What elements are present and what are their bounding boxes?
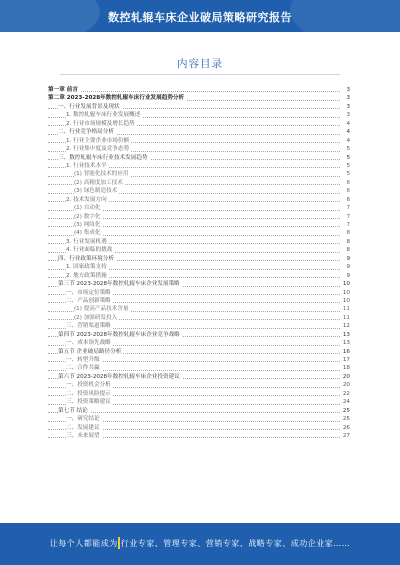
toc-page-number: 10 [342,297,350,304]
toc-page-number: 8 [346,230,350,237]
toc-entry[interactable] [48,322,350,330]
toc-entry[interactable] [48,424,350,432]
toc-page-number: 16 [342,348,350,355]
toc-entry-text: (4) 集成化 [74,230,101,237]
toc-entry[interactable] [48,204,350,212]
toc-entry-text: 三、未来展望 [66,432,100,439]
toc-entry-text: 第五节 企业破局路径分析 [58,348,122,355]
toc-entry-text: 3. 行业发展机遇 [66,238,107,245]
toc-entry-text: (1) 自动化 [74,205,101,212]
toc-entry[interactable] [48,407,350,415]
toc-entry-text: (1) 提高产品技术含量 [74,306,129,313]
toc-entry[interactable] [48,297,350,305]
toc-page-number: 20 [342,373,350,380]
toc-entry[interactable] [48,196,350,204]
toc-page-number: 22 [342,390,350,397]
toc-page-number: 27 [342,432,350,439]
toc-entry[interactable] [48,137,350,145]
toc-entry[interactable] [48,145,350,153]
toc-page-number: 3 [346,112,350,119]
toc-entry[interactable] [48,238,350,246]
toc-entry[interactable] [48,103,350,111]
toc-entry[interactable] [48,272,350,280]
toc-entry[interactable] [48,86,350,94]
toc-entry-text: 一、研究结论 [66,416,100,423]
toc-page-number: 25 [342,416,350,423]
toc-entry-text: 二、投资风险提示 [66,390,111,397]
toc-page-number: 8 [346,247,350,254]
toc-entry[interactable] [48,213,350,221]
toc-entry-text: (3) 网络化 [74,222,101,228]
toc-entry-text: 一、成本领先战略 [66,340,111,347]
toc-page-number: 13 [342,331,350,338]
toc-entry[interactable] [48,162,350,170]
toc-entry[interactable] [48,94,350,102]
toc-entry[interactable] [48,398,350,406]
toc-entry[interactable] [48,390,350,398]
toc-entry[interactable] [48,154,350,162]
toc-entry[interactable] [48,381,350,389]
toc-entry[interactable] [48,187,350,195]
toc-entry[interactable] [48,111,350,119]
toc-page-number: 26 [342,424,350,431]
toc-page-number: 3 [346,95,350,102]
toc-entry-text: (2) 加强研发投入 [74,314,118,321]
toc-entry[interactable] [48,120,350,128]
toc-entry-text: 1. 数控轧辊车床行业发展概述 [66,112,141,119]
toc-entry-text: 二、产品创新策略 [66,297,111,304]
toc-entry-text: 第六节 2023-2028年数控轧辊车床企业投资建议 [58,373,180,380]
toc-entry[interactable] [48,415,350,423]
toc-page-number: 3 [346,103,350,110]
toc-page-number: 6 [346,179,350,186]
toc-entry[interactable] [48,356,350,364]
toc-page-number: 10 [342,281,350,288]
toc-entry-text: 第三节 2023-2028年数控轧辊车床企业发展策略 [58,281,180,288]
toc-entry-text: 四、行业政策环境分析 [58,255,114,262]
toc-leader-dots [48,412,340,413]
toc-entry-text: 三、营销渠道策略 [66,323,111,330]
toc-entry[interactable] [48,373,350,381]
toc-entry-text: 一、投资机会分析 [66,382,111,389]
toc-entry[interactable] [48,339,350,347]
toc-entry-text: 1. 行业技术水平 [66,162,107,169]
toc-page-number: 7 [346,222,350,228]
toc-page-number: 7 [346,205,350,212]
toc-entry[interactable] [48,255,350,263]
toc-entry[interactable] [48,280,350,288]
toc-page-number: 17 [342,357,350,363]
toc-page-number: 4 [346,120,350,127]
toc-entry-text: 二、合作共赢 [66,365,100,372]
toc-page-number: 7 [346,213,350,220]
toc-entry[interactable] [48,314,350,322]
toc-divider [60,74,340,75]
toc-entry-text: 1. 行业主要企业市场份额 [66,137,130,144]
toc-entry[interactable] [48,263,350,271]
toc-entry-text: (3) 绿色制造技术 [74,188,118,195]
toc-page-number: 9 [346,264,350,271]
toc-entry-text: 4. 行业面临的挑战 [66,247,113,254]
toc-entry-text: 2. 行业集中度及竞争态势 [66,146,130,153]
toc-entry-text: 第四节 2023-2028年数控轧辊车床企业竞争战略 [58,331,180,338]
toc-page-number: 3 [346,87,350,93]
toc-page-number: 5 [346,146,350,153]
toc-entry-text: 二、发展建议 [66,424,100,431]
toc-entry-text: (2) 数字化 [74,213,101,220]
toc-entry-text: 三、数控轧辊车床行业技术发展趋势 [58,154,148,161]
toc-page-number: 25 [342,407,350,414]
toc-page-number: 5 [346,162,350,169]
toc-entry[interactable] [48,364,350,372]
toc-page-number: 8 [346,238,350,245]
toc-entry[interactable] [48,221,350,229]
toc-page-number: 9 [346,272,350,279]
toc-page-number: 9 [346,255,350,262]
toc-heading: 内容目录 [177,58,223,70]
toc-entry[interactable] [48,305,350,313]
toc-page-number: 18 [342,365,350,372]
toc-page-number: 20 [342,382,350,389]
toc-page-number: 10 [342,289,350,296]
toc-page-number: 13 [342,340,350,347]
toc-entry-text: 第一章 前言 [48,87,78,93]
table-of-contents [48,86,350,440]
toc-entry-text: (1) 智能化技术的应用 [74,171,129,178]
toc-page-number: 5 [346,171,350,178]
toc-entry-text: 二、行业竞争格局分析 [58,129,114,136]
toc-entry-text: (2) 高精度加工技术 [74,179,123,186]
report-title: 数控轧辊车床企业破局策略研究报告 [108,11,292,24]
toc-page-number: 24 [342,399,350,406]
toc-entry[interactable] [48,432,350,440]
toc-entry-text: 2. 技术发展方向 [66,196,107,203]
toc-page-number: 6 [346,196,350,203]
toc-entry[interactable] [48,128,350,136]
footer-slogan: 让每个人都能成为 行业专家、管理专家、营销专家、战略专家、成功企业家…… [49,539,351,548]
toc-entry-text: 第二章 2023-2028年数控轧辊车床行业发展趋势分析 [48,95,185,102]
toc-page-number: 12 [342,323,350,330]
toc-leader-dots [48,91,340,92]
toc-entry[interactable] [48,348,350,356]
toc-entry[interactable] [48,246,350,254]
toc-entry-text: 1. 国家政策支持 [66,264,107,271]
toc-entry-text: 第七节 结论 [58,407,88,414]
toc-entry[interactable] [48,289,350,297]
toc-entry[interactable] [48,179,350,187]
toc-entry[interactable] [48,170,350,178]
page-footer [0,523,400,565]
toc-entry[interactable] [48,331,350,339]
toc-page-number: 11 [342,314,350,321]
toc-page-number: 11 [342,306,350,313]
page-header [0,0,400,32]
toc-page-number: 4 [346,129,350,136]
toc-entry-text: 一、行业发展背景及现状 [58,103,120,110]
toc-entry-text: 2. 行业市场规模及增长趋势 [66,120,135,127]
toc-entry-text: 一、市场定位策略 [66,289,111,296]
toc-page-number: 6 [346,188,350,195]
toc-entry-text: 一、转型升级 [66,357,100,363]
toc-page-number: 4 [346,137,350,144]
toc-page-number: 5 [346,154,350,161]
toc-entry-text: 三、投资策略建议 [66,399,111,406]
toc-entry-text: 2. 地方政策措施 [66,272,107,279]
toc-entry[interactable] [48,229,350,237]
